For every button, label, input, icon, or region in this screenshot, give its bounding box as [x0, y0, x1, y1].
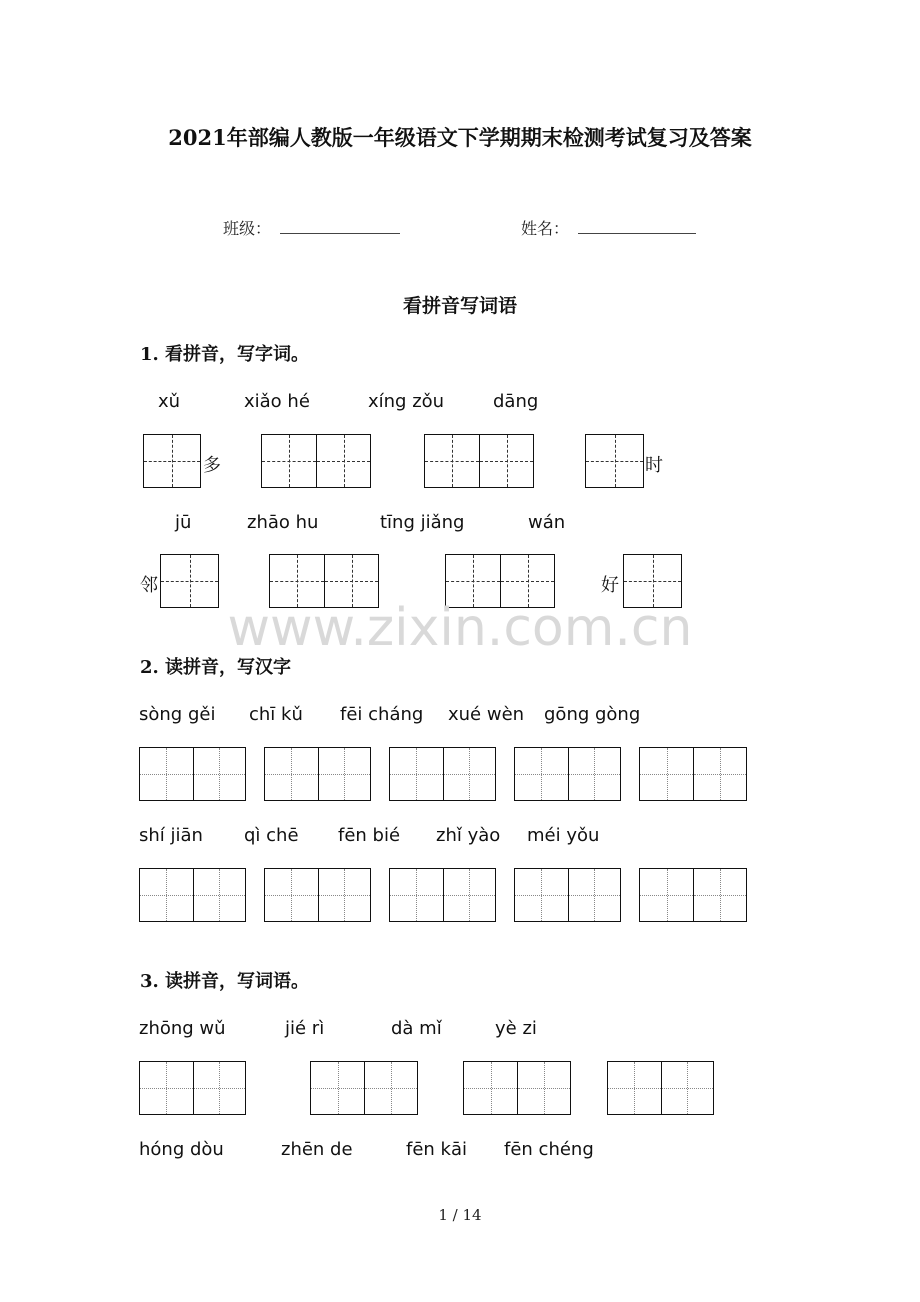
page-number: 1 / 14: [438, 1206, 482, 1224]
writing-box[interactable]: [139, 747, 246, 801]
writing-box[interactable]: [264, 747, 371, 801]
writing-box[interactable]: [639, 747, 747, 801]
writing-box[interactable]: [607, 1061, 714, 1115]
pinyin-label: xǔ: [158, 391, 181, 412]
given-character: 邻: [140, 575, 158, 596]
given-character: 多: [203, 455, 221, 476]
pinyin-label: gōng gòng: [544, 704, 641, 725]
pinyin-label: fēn kāi: [406, 1139, 467, 1160]
writing-box[interactable]: [514, 747, 621, 801]
pinyin-label: xiǎo hé: [244, 391, 310, 412]
writing-box[interactable]: [463, 1061, 571, 1115]
writing-box[interactable]: [639, 868, 747, 922]
class-blank-line: [280, 233, 400, 234]
pinyin-label: chī kǔ: [249, 704, 303, 725]
pinyin-label: fēn bié: [338, 825, 401, 846]
pinyin-label: méi yǒu: [527, 825, 600, 846]
pinyin-label: zhōng wǔ: [139, 1018, 226, 1039]
writing-box[interactable]: [424, 434, 534, 488]
question-2-title: 2. 读拼音，写汉字: [140, 657, 292, 678]
name-blank-line: [578, 233, 696, 234]
pinyin-label: hóng dòu: [139, 1139, 224, 1160]
pinyin-label: zhǐ yào: [436, 825, 501, 846]
watermark: www.zixin.com.cn: [227, 598, 693, 658]
pinyin-label: fēi cháng: [340, 704, 424, 725]
pinyin-label: tīng jiǎng: [380, 512, 465, 533]
pinyin-label: xíng zǒu: [368, 391, 445, 412]
pinyin-label: sòng gěi: [139, 704, 216, 725]
pinyin-label: zhēn de: [281, 1139, 353, 1160]
pinyin-label: shí jiān: [139, 825, 203, 846]
pinyin-label: jié rì: [285, 1018, 325, 1039]
pinyin-label: xué wèn: [448, 704, 525, 725]
pinyin-label: fēn chéng: [504, 1139, 594, 1160]
pinyin-label: yè zi: [495, 1018, 537, 1039]
class-label: 班级：: [223, 219, 272, 238]
writing-box[interactable]: [143, 434, 201, 488]
pinyin-label: dà mǐ: [391, 1018, 442, 1039]
writing-box[interactable]: [389, 868, 496, 922]
pinyin-label: qì chē: [244, 825, 299, 846]
writing-box[interactable]: [514, 868, 621, 922]
question-3-title: 3. 读拼音，写词语。: [140, 971, 310, 992]
question-1-title: 1. 看拼音，写字词。: [140, 344, 310, 365]
name-label: 姓名：: [521, 219, 570, 238]
writing-box[interactable]: [261, 434, 371, 488]
writing-box[interactable]: [139, 868, 246, 922]
pinyin-label: zhāo hu: [247, 512, 319, 533]
given-character: 好: [601, 575, 619, 596]
writing-box[interactable]: [585, 434, 644, 488]
pinyin-label: dāng: [493, 391, 539, 412]
pinyin-label: wán: [528, 512, 566, 533]
writing-box[interactable]: [264, 868, 371, 922]
writing-box[interactable]: [389, 747, 496, 801]
section-title: 看拼音写词语: [402, 295, 517, 317]
document-title: 2021年部编人教版一年级语文下学期期末检测考试复习及答案: [168, 125, 752, 150]
writing-box[interactable]: [310, 1061, 418, 1115]
writing-box[interactable]: [139, 1061, 246, 1115]
given-character: 时: [645, 455, 663, 476]
pinyin-label: jū: [175, 512, 192, 533]
